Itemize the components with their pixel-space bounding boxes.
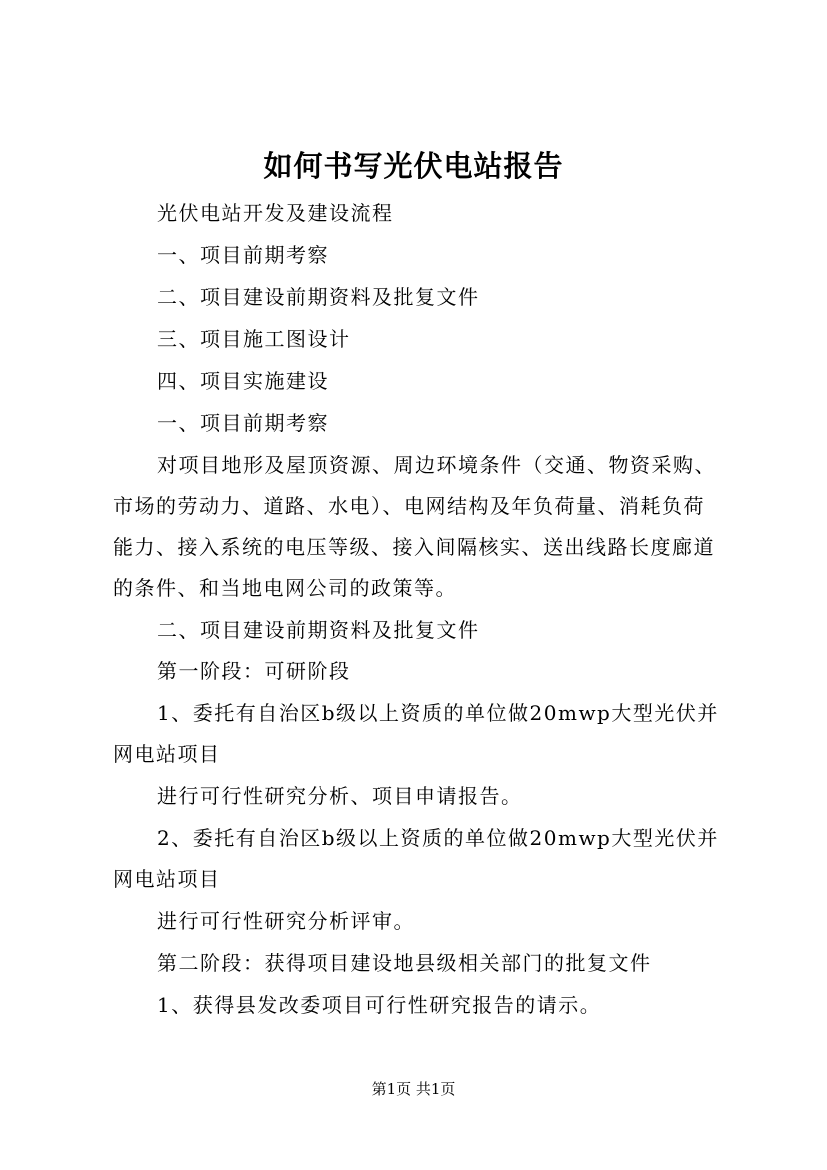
text-line: 1、获得县发改委项目可行性研究报告的请示。: [157, 993, 602, 1017]
text-line: 第二阶段：获得项目建设地县级相关部门的批复文件: [157, 951, 652, 975]
text-line: 二、项目建设前期资料及批复文件: [157, 285, 480, 309]
text-line: 1、委托有自治区b级以上资质的单位做20mwp大型光伏并: [157, 701, 719, 725]
text-line: 一、项目前期考察: [157, 411, 329, 435]
text-line: 对项目地形及屋顶资源、周边环境条件（交通、物资采购、: [157, 453, 716, 477]
text-line: 进行可行性研究分析评审。: [157, 909, 415, 933]
text-line: 二、项目建设前期资料及批复文件: [157, 618, 480, 642]
text-line: 光伏电站开发及建设流程: [157, 201, 394, 225]
document-title: 如何书写光伏电站报告: [263, 149, 564, 183]
text-line: 三、项目施工图设计: [157, 327, 351, 351]
text-line: 一、项目前期考察: [157, 243, 329, 267]
text-line: 网电站项目: [113, 742, 221, 766]
text-line: 的条件、和当地电网公司的政策等。: [113, 576, 457, 600]
text-line: 第一阶段：可研阶段: [157, 659, 351, 683]
text-line: 网电站项目: [113, 867, 221, 891]
text-line: 能力、接入系统的电压等级、接入间隔核实、送出线路长度廊道: [113, 535, 715, 559]
text-line: 进行可行性研究分析、项目申请报告。: [157, 784, 523, 808]
text-line: 市场的劳动力、道路、水电）、电网结构及年负荷量、消耗负荷: [113, 494, 705, 518]
text-line: 四、项目实施建设: [157, 369, 329, 393]
page-number-footer: 第1页 共1页: [371, 1080, 456, 1098]
text-line: 2、委托有自治区b级以上资质的单位做20mwp大型光伏并: [157, 826, 719, 850]
